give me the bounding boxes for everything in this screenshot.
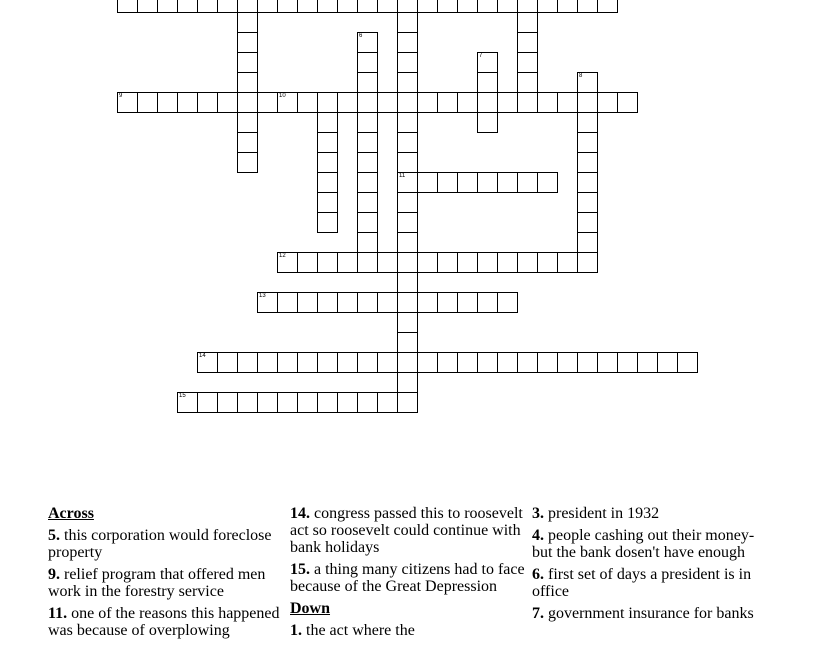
crossword-cell[interactable] (237, 112, 258, 133)
crossword-cell[interactable] (557, 92, 578, 113)
crossword-cell[interactable] (517, 172, 538, 193)
down-clue (290, 622, 526, 639)
crossword-cell[interactable] (417, 252, 438, 273)
crossword-cell[interactable] (297, 252, 318, 273)
clues-column-3 (532, 505, 768, 627)
crossword-cell[interactable] (357, 52, 378, 73)
crossword-cell[interactable] (217, 92, 238, 113)
clue-text: people cashing out their money- but the bank dosen't have enough (532, 527, 755, 561)
crossword-cell[interactable] (177, 92, 198, 113)
crossword-cell[interactable] (397, 72, 418, 93)
crossword-cell[interactable] (317, 0, 338, 13)
crossword-cell[interactable] (217, 352, 238, 373)
across-clue (290, 561, 526, 595)
crossword-cell[interactable] (577, 352, 598, 373)
crossword-cell[interactable] (437, 252, 458, 273)
crossword-cell[interactable] (577, 152, 598, 173)
crossword-cell[interactable] (457, 252, 478, 273)
crossword-cell[interactable] (197, 92, 218, 113)
crossword-cell[interactable] (317, 392, 338, 413)
crossword-cell[interactable] (517, 92, 538, 113)
clue-number: 11. (48, 605, 68, 622)
crossword-cell[interactable] (577, 212, 598, 233)
crossword-cell[interactable] (357, 232, 378, 253)
crossword-cell[interactable] (217, 0, 238, 13)
crossword-cell[interactable] (157, 0, 178, 13)
crossword-cell[interactable] (377, 92, 398, 113)
crossword-cell[interactable] (417, 0, 438, 13)
crossword-cell[interactable] (477, 72, 498, 93)
crossword-cell[interactable] (297, 292, 318, 313)
crossword-cell[interactable] (577, 172, 598, 193)
crossword-cell[interactable] (277, 352, 298, 373)
crossword-cell[interactable] (457, 292, 478, 313)
crossword-cell[interactable] (577, 92, 598, 113)
clue-number: 9. (48, 566, 60, 583)
clue-text: a thing many citizens had to face because of the Great Depression (290, 561, 525, 595)
crossword-cell[interactable] (337, 92, 358, 113)
clue-number: 4. (532, 527, 544, 544)
crossword-cell[interactable] (337, 0, 358, 13)
crossword-cell[interactable] (337, 392, 358, 413)
crossword-cell[interactable] (577, 112, 598, 133)
crossword-cell[interactable] (297, 392, 318, 413)
clue-number-label: 6 (359, 33, 363, 39)
crossword-cell[interactable] (477, 172, 498, 193)
clue-number-label: 11 (399, 173, 406, 179)
crossword-cell[interactable] (337, 352, 358, 373)
across-clue (48, 605, 284, 639)
crossword-cell[interactable] (397, 52, 418, 73)
crossword-cell[interactable] (357, 132, 378, 153)
clue-number-label: 13 (259, 293, 266, 299)
crossword-cell[interactable] (297, 92, 318, 113)
crossword-cell[interactable] (257, 352, 278, 373)
down-clue (532, 527, 768, 561)
crossword-cell[interactable] (237, 152, 258, 173)
crossword-cell[interactable] (317, 352, 338, 373)
crossword-cell[interactable] (417, 352, 438, 373)
crossword-cell[interactable] (317, 192, 338, 213)
crossword-cell[interactable] (117, 92, 138, 113)
crossword-cell[interactable] (177, 0, 198, 13)
down-clue (532, 505, 768, 522)
crossword-cell[interactable] (397, 12, 418, 33)
crossword-cell[interactable] (397, 32, 418, 53)
clue-text: first set of days a president is in office (532, 566, 752, 600)
crossword-cell[interactable] (397, 332, 418, 353)
crossword-cell[interactable] (437, 172, 458, 193)
crossword-cell[interactable] (577, 192, 598, 213)
crossword-cell[interactable] (297, 0, 318, 13)
crossword-cell[interactable] (357, 292, 378, 313)
crossword-cell[interactable] (277, 92, 298, 113)
clue-number-label: 12 (279, 253, 286, 259)
clue-number: 15. (290, 561, 310, 578)
crossword-cell[interactable] (537, 352, 558, 373)
crossword-cell[interactable] (217, 392, 238, 413)
crossword-cell[interactable] (537, 252, 558, 273)
clue-text: relief program that offered men work in the forestry service (48, 566, 266, 600)
crossword-cell[interactable] (317, 292, 338, 313)
crossword-cell[interactable] (537, 172, 558, 193)
crossword-cell[interactable] (617, 352, 638, 373)
crossword-cell[interactable] (477, 252, 498, 273)
crossword-cell[interactable] (357, 212, 378, 233)
crossword-cell[interactable] (357, 192, 378, 213)
crossword-cell[interactable] (357, 112, 378, 133)
crossword-cell[interactable] (497, 0, 518, 13)
crossword-cell[interactable] (557, 252, 578, 273)
across-clue (290, 505, 526, 556)
clue-text: one of the reasons this happened was because of overplowing (48, 605, 280, 639)
crossword-cell[interactable] (677, 352, 698, 373)
crossword-cell[interactable] (497, 252, 518, 273)
crossword-cell[interactable] (277, 392, 298, 413)
crossword-cell[interactable] (297, 352, 318, 373)
clue-text: congress passed this to roosevelt act so roosevelt could continue with bank holidays (290, 505, 523, 556)
clues-column-1 (48, 505, 284, 644)
crossword-cell[interactable] (237, 92, 258, 113)
crossword-cell[interactable] (397, 212, 418, 233)
crossword-cell[interactable] (457, 92, 478, 113)
crossword-cell[interactable] (377, 292, 398, 313)
crossword-cell[interactable] (377, 352, 398, 373)
crossword-cell[interactable] (317, 172, 338, 193)
crossword-cell[interactable] (257, 292, 278, 313)
crossword-cell[interactable] (357, 392, 378, 413)
crossword-cell[interactable] (317, 132, 338, 153)
clue-number-label: 7 (479, 53, 483, 59)
crossword-cell[interactable] (317, 252, 338, 273)
crossword-cell[interactable] (237, 32, 258, 53)
crossword-cell[interactable] (417, 172, 438, 193)
crossword-cell[interactable] (317, 152, 338, 173)
crossword-cell[interactable] (257, 392, 278, 413)
crossword-cell[interactable] (237, 52, 258, 73)
crossword-cell[interactable] (417, 292, 438, 313)
crossword-cell[interactable] (497, 172, 518, 193)
crossword-cell[interactable] (517, 52, 538, 73)
crossword-cell[interactable] (497, 92, 518, 113)
crossword-cell[interactable] (237, 392, 258, 413)
down-clue (532, 605, 768, 622)
crossword-cell[interactable] (357, 352, 378, 373)
crossword-cell[interactable] (197, 352, 218, 373)
crossword-cell[interactable] (277, 252, 298, 273)
crossword-cell[interactable] (517, 32, 538, 53)
crossword-cell[interactable] (237, 72, 258, 93)
crossword-cell[interactable] (357, 252, 378, 273)
crossword-cell[interactable] (617, 92, 638, 113)
crossword-cell[interactable] (437, 92, 458, 113)
crossword-cell[interactable] (137, 92, 158, 113)
crossword-cell[interactable] (577, 252, 598, 273)
crossword-cell[interactable] (637, 352, 658, 373)
crossword-cell[interactable] (457, 172, 478, 193)
crossword-cell[interactable] (497, 292, 518, 313)
across-clue (48, 566, 284, 600)
across-heading: Across (48, 505, 94, 522)
crossword-cell[interactable] (357, 152, 378, 173)
crossword-cell[interactable] (337, 292, 358, 313)
crossword-cell[interactable] (477, 52, 498, 73)
crossword-cell[interactable] (397, 192, 418, 213)
crossword-cell[interactable] (437, 352, 458, 373)
crossword-cell[interactable] (237, 132, 258, 153)
crossword-cell[interactable] (477, 292, 498, 313)
clues-column-2 (290, 505, 526, 644)
crossword-cell[interactable] (557, 0, 578, 13)
crossword-cell[interactable] (457, 0, 478, 13)
crossword-cell[interactable] (517, 72, 538, 93)
clue-number: 7. (532, 605, 544, 622)
clue-text: this corporation would foreclose property (48, 527, 272, 561)
crossword-cell[interactable] (377, 0, 398, 13)
crossword-cell[interactable] (377, 392, 398, 413)
crossword-cell[interactable] (597, 92, 618, 113)
crossword-cell[interactable] (377, 252, 398, 273)
crossword-cell[interactable] (397, 232, 418, 253)
crossword-cell[interactable] (337, 252, 358, 273)
crossword-cell[interactable] (357, 72, 378, 93)
crossword-cell[interactable] (577, 132, 598, 153)
crossword-cell[interactable] (397, 392, 418, 413)
crossword-cell[interactable] (397, 372, 418, 393)
crossword-cell[interactable] (357, 172, 378, 193)
crossword-cell[interactable] (357, 0, 378, 13)
crossword-cell[interactable] (397, 92, 418, 113)
crossword-cell[interactable] (397, 132, 418, 153)
crossword-cell[interactable] (537, 0, 558, 13)
crossword-cell[interactable] (197, 392, 218, 413)
crossword-cell[interactable] (397, 112, 418, 133)
clue-number-label: 8 (579, 73, 583, 79)
crossword-cell[interactable] (437, 292, 458, 313)
crossword-cell[interactable] (257, 92, 278, 113)
down-heading: Down (290, 600, 331, 617)
crossword-cell[interactable] (537, 92, 558, 113)
clue-number: 1. (290, 622, 302, 639)
crossword-cell[interactable] (157, 92, 178, 113)
crossword-cell[interactable] (657, 352, 678, 373)
clue-number: 5. (48, 527, 60, 544)
crossword-cell[interactable] (237, 352, 258, 373)
clue-number: 14. (290, 505, 310, 522)
clue-number-label: 10 (279, 93, 286, 99)
crossword-cell[interactable] (357, 32, 378, 53)
clue-number: 6. (532, 566, 544, 583)
crossword-cell[interactable] (237, 12, 258, 33)
across-clue (48, 527, 284, 561)
clue-number-label: 14 (199, 353, 206, 359)
crossword-cell[interactable] (517, 12, 538, 33)
crossword-cell[interactable] (397, 292, 418, 313)
crossword-cell[interactable] (477, 352, 498, 373)
crossword-cell[interactable] (477, 92, 498, 113)
crossword-cell[interactable] (577, 0, 598, 13)
crossword-cell[interactable] (317, 212, 338, 233)
crossword-cell[interactable] (397, 272, 418, 293)
crossword-cell[interactable] (397, 152, 418, 173)
crossword-cell[interactable] (117, 0, 138, 13)
crossword-cell[interactable] (257, 0, 278, 13)
clue-number-label: 15 (179, 393, 186, 399)
crossword-cell[interactable] (397, 312, 418, 333)
crossword-cell[interactable] (577, 72, 598, 93)
crossword-cell[interactable] (597, 0, 618, 13)
crossword-cell[interactable] (277, 0, 298, 13)
crossword-cell[interactable] (477, 112, 498, 133)
clue-text: government insurance for banks (544, 605, 754, 622)
crossword-cell[interactable] (437, 0, 458, 13)
crossword-cell[interactable] (357, 92, 378, 113)
crossword-cell[interactable] (417, 92, 438, 113)
crossword-cell[interactable] (397, 352, 418, 373)
crossword-cell[interactable] (477, 0, 498, 13)
crossword-cell[interactable] (317, 92, 338, 113)
crossword-cell[interactable] (497, 352, 518, 373)
crossword-cell[interactable] (517, 252, 538, 273)
crossword-cell[interactable] (557, 352, 578, 373)
crossword-cell[interactable] (397, 252, 418, 273)
crossword-cell[interactable] (577, 232, 598, 253)
clue-text: president in 1932 (544, 505, 660, 522)
clue-number: 3. (532, 505, 544, 522)
crossword-cell[interactable] (317, 112, 338, 133)
crossword-cell[interactable] (397, 172, 418, 193)
crossword-cell[interactable] (517, 352, 538, 373)
crossword-cell[interactable] (137, 0, 158, 13)
crossword-cell[interactable] (277, 292, 298, 313)
crossword-cell[interactable] (457, 352, 478, 373)
crossword-cell[interactable] (177, 392, 198, 413)
down-clue (532, 566, 768, 600)
clue-number-label: 9 (119, 93, 123, 99)
clue-text: the act where the (302, 622, 415, 639)
crossword-cell[interactable] (197, 0, 218, 13)
crossword-cell[interactable] (597, 352, 618, 373)
